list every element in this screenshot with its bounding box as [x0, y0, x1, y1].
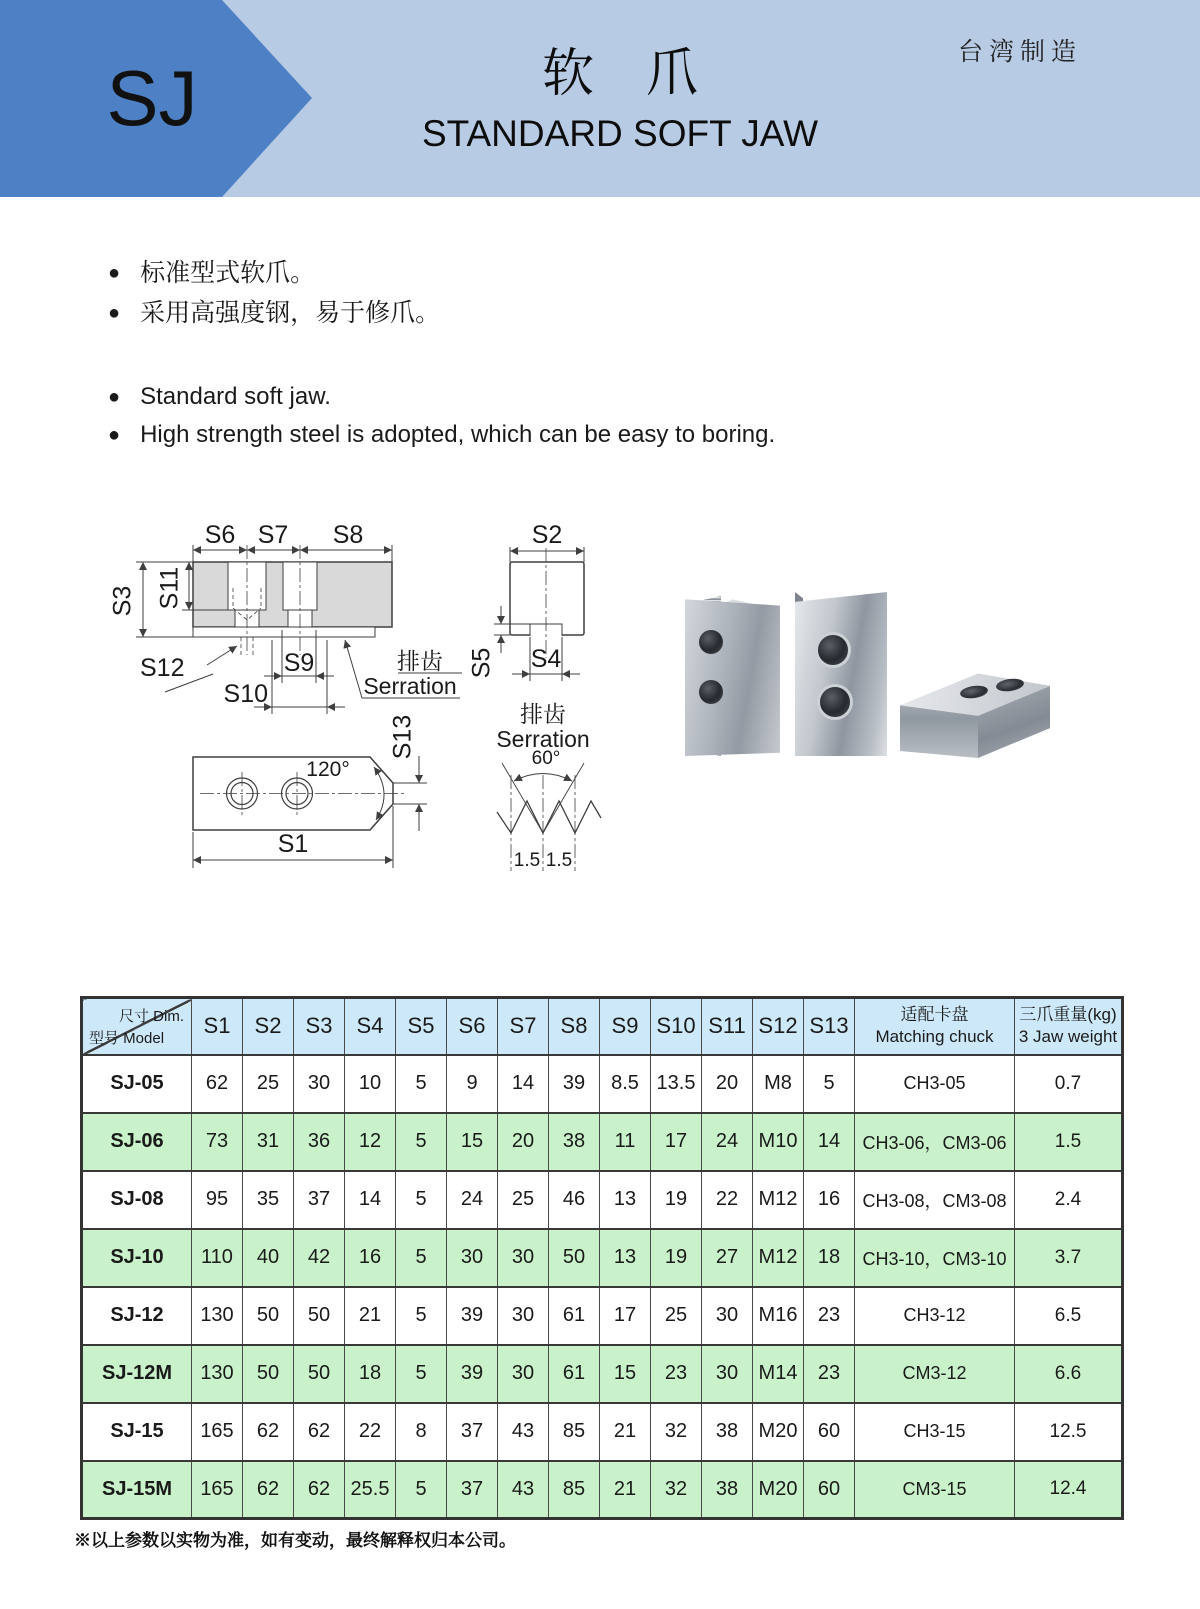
model-cell: SJ-15: [82, 1403, 192, 1461]
value-cell-s8: 39: [549, 1055, 600, 1113]
feature-en-2: [108, 418, 1008, 451]
value-cell-s13: 23: [804, 1287, 855, 1345]
col-header-s5: S5: [396, 998, 447, 1055]
value-cell-s12: M8: [753, 1055, 804, 1113]
matching-chuck-cell: CH3-12: [855, 1287, 1015, 1345]
page-title-cn: 软 爪: [541, 45, 698, 103]
dim-label-s7: S7: [257, 521, 289, 549]
jaw-weight-cell: 2.4: [1015, 1171, 1123, 1229]
value-cell-s1: 165: [192, 1403, 243, 1461]
value-cell-s2: 50: [243, 1345, 294, 1403]
value-cell-s9: 21: [600, 1461, 651, 1519]
chuck-header-en: Matching chuck: [875, 1027, 994, 1047]
model-cell: SJ-06: [82, 1113, 192, 1171]
value-cell-s5: 5: [396, 1287, 447, 1345]
value-cell-s4: 21: [345, 1287, 396, 1345]
value-cell-s3: 50: [294, 1287, 345, 1345]
value-cell-s1: 73: [192, 1113, 243, 1171]
corner-model-label: 型号 Model: [89, 1029, 165, 1047]
value-cell-s7: 14: [498, 1055, 549, 1113]
value-cell-s1: 110: [192, 1229, 243, 1287]
value-cell-s11: 20: [702, 1055, 753, 1113]
chuck-header-cn: 适配卡盘: [900, 1005, 969, 1025]
value-cell-s10: 17: [651, 1113, 702, 1171]
value-cell-s5: 5: [396, 1345, 447, 1403]
matching-chuck-cell: CH3-10，CM3-10: [855, 1229, 1015, 1287]
feature-text: 采用高强度钢，易于修爪。: [140, 299, 441, 327]
col-header-s9: S9: [600, 998, 651, 1055]
feature-text: 标准型式软爪。: [140, 259, 316, 287]
value-cell-s11: 22: [702, 1171, 753, 1229]
matching-chuck-cell: CH3-06，CM3-06: [855, 1113, 1015, 1171]
value-cell-s10: 19: [651, 1229, 702, 1287]
jaw-front-face: [795, 592, 887, 756]
col-header-s10: S10: [651, 998, 702, 1055]
value-cell-s4: 18: [345, 1345, 396, 1403]
value-cell-s4: 10: [345, 1055, 396, 1113]
jaw-weight-cell: 3.7: [1015, 1229, 1123, 1287]
weight-header-cn: 三爪重量(kg): [1019, 1005, 1117, 1025]
feature-text: High strength steel is adopted, which can be easy to boring.: [140, 421, 776, 448]
jaw-hole: [817, 684, 853, 720]
jaw-hole: [699, 680, 723, 704]
weight-header-en: 3 Jaw weight: [1018, 1027, 1118, 1047]
feature-cn-2: [108, 296, 1008, 330]
col-header-s13: S13: [804, 998, 855, 1055]
dim-label-s5: S5: [467, 647, 496, 679]
value-cell-s10: 23: [651, 1345, 702, 1403]
value-cell-s5: 5: [396, 1171, 447, 1229]
pitch-label-left: 1.5: [513, 850, 541, 871]
value-cell-s8: 50: [549, 1229, 600, 1287]
serration-label-cn: 排齿: [397, 648, 443, 674]
value-cell-s7: 30: [498, 1345, 549, 1403]
value-cell-s12: M20: [753, 1403, 804, 1461]
jaw-photo-lying: [900, 670, 1050, 758]
corner-dim-label: 尺寸 Dim.: [119, 1008, 184, 1025]
value-cell-s6: 39: [447, 1287, 498, 1345]
table-row-sj-08: [82, 1171, 1123, 1229]
value-cell-s11: 30: [702, 1287, 753, 1345]
technical-drawing: [0, 470, 660, 890]
serration-detail-label-cn: 排齿: [520, 701, 566, 727]
col-header-s7: S7: [498, 998, 549, 1055]
table-row-sj-05: [82, 1055, 1123, 1113]
dim-label-s11: S11: [155, 566, 184, 610]
feature-text: Standard soft jaw.: [140, 383, 331, 410]
value-cell-s13: 14: [804, 1113, 855, 1171]
value-cell-s10: 32: [651, 1461, 702, 1519]
value-cell-s9: 17: [600, 1287, 651, 1345]
dim-label-s3: S3: [108, 585, 137, 617]
value-cell-s1: 95: [192, 1171, 243, 1229]
feature-cn-1: [108, 256, 1008, 290]
header-banner: [0, 0, 1200, 197]
dim-label-s12: S12: [140, 654, 185, 682]
value-cell-s13: 18: [804, 1229, 855, 1287]
value-cell-s9: 8.5: [600, 1055, 651, 1113]
table-row-sj-12: [82, 1287, 1123, 1345]
dim-label-s13: S13: [388, 714, 417, 760]
value-cell-s2: 35: [243, 1171, 294, 1229]
value-cell-s8: 85: [549, 1461, 600, 1519]
value-cell-s12: M20: [753, 1461, 804, 1519]
value-cell-s11: 24: [702, 1113, 753, 1171]
value-cell-s1: 130: [192, 1287, 243, 1345]
value-cell-s7: 43: [498, 1403, 549, 1461]
value-cell-s10: 25: [651, 1287, 702, 1345]
value-cell-s1: 165: [192, 1461, 243, 1519]
value-cell-s1: 130: [192, 1345, 243, 1403]
page-title-en: STANDARD SOFT JAW: [421, 113, 819, 154]
value-cell-s6: 39: [447, 1345, 498, 1403]
value-cell-s13: 5: [804, 1055, 855, 1113]
col-header-s8: S8: [549, 998, 600, 1055]
serration-label-en: Serration: [363, 673, 457, 699]
model-cell: SJ-08: [82, 1171, 192, 1229]
dim-label-s4: S4: [530, 645, 562, 673]
value-cell-s8: 61: [549, 1287, 600, 1345]
value-cell-s2: 50: [243, 1287, 294, 1345]
dim-label-s10: S10: [223, 680, 268, 708]
value-cell-s2: 25: [243, 1055, 294, 1113]
feature-list: [108, 256, 1008, 456]
col-header-matching-chuck: [855, 998, 1015, 1055]
dim-label-s8: S8: [332, 521, 364, 549]
title-block: [300, 44, 940, 156]
jaw-weight-cell: 6.5: [1015, 1287, 1123, 1345]
value-cell-s8: 85: [549, 1403, 600, 1461]
value-cell-s12: M10: [753, 1113, 804, 1171]
value-cell-s9: 13: [600, 1229, 651, 1287]
value-cell-s2: 40: [243, 1229, 294, 1287]
value-cell-s5: 5: [396, 1055, 447, 1113]
dim-label-s1: S1: [277, 830, 309, 858]
value-cell-s5: 5: [396, 1113, 447, 1171]
footnote: ※以上参数以实物为准，如有变动，最终解释权归本公司。: [74, 1531, 516, 1550]
value-cell-s3: 50: [294, 1345, 345, 1403]
value-cell-s13: 23: [804, 1345, 855, 1403]
dim-label-s9: S9: [283, 649, 315, 677]
spec-table-body: [82, 1055, 1123, 1519]
table-row-sj-15: [82, 1403, 1123, 1461]
jaw-weight-cell: 1.5: [1015, 1113, 1123, 1171]
matching-chuck-cell: CH3-08，CM3-08: [855, 1171, 1015, 1229]
value-cell-s10: 19: [651, 1171, 702, 1229]
col-header-s6: S6: [447, 998, 498, 1055]
table-row-sj-10: [82, 1229, 1123, 1287]
value-cell-s4: 16: [345, 1229, 396, 1287]
jaw-photo-middle: [795, 592, 887, 756]
value-cell-s12: M12: [753, 1171, 804, 1229]
model-cell: SJ-15M: [82, 1461, 192, 1519]
value-cell-s3: 42: [294, 1229, 345, 1287]
value-cell-s11: 38: [702, 1403, 753, 1461]
matching-chuck-cell: CH3-15: [855, 1403, 1015, 1461]
value-cell-s11: 27: [702, 1229, 753, 1287]
spec-table-wrap: [80, 996, 1124, 1520]
value-cell-s5: 5: [396, 1229, 447, 1287]
feature-en-1: [108, 380, 1008, 413]
model-cell: SJ-10: [82, 1229, 192, 1287]
jaw-weight-cell: 6.6: [1015, 1345, 1123, 1403]
value-cell-s6: 24: [447, 1171, 498, 1229]
value-cell-s3: 62: [294, 1461, 345, 1519]
spec-table: [80, 996, 1124, 1520]
col-header-s1: S1: [192, 998, 243, 1055]
col-header-jaw-weight: [1015, 998, 1123, 1055]
corner-cell: [82, 998, 192, 1055]
value-cell-s10: 32: [651, 1403, 702, 1461]
value-cell-s12: M14: [753, 1345, 804, 1403]
value-cell-s10: 13.5: [651, 1055, 702, 1113]
bullet-icon: ●: [108, 262, 121, 284]
value-cell-s13: 16: [804, 1171, 855, 1229]
value-cell-s8: 46: [549, 1171, 600, 1229]
product-photo: [660, 578, 1060, 778]
jaw-weight-cell: 12.4: [1015, 1461, 1123, 1519]
value-cell-s12: M16: [753, 1287, 804, 1345]
bullet-icon: ●: [108, 385, 121, 408]
value-cell-s13: 60: [804, 1403, 855, 1461]
bullet-icon: ●: [108, 302, 121, 324]
product-code: SJ: [106, 54, 198, 142]
value-cell-s7: 30: [498, 1229, 549, 1287]
value-cell-s6: 15: [447, 1113, 498, 1171]
value-cell-s8: 61: [549, 1345, 600, 1403]
value-cell-s7: 25: [498, 1171, 549, 1229]
jaw-photo-left: [685, 596, 780, 756]
value-cell-s8: 38: [549, 1113, 600, 1171]
table-row-sj-06: [82, 1113, 1123, 1171]
value-cell-s3: 30: [294, 1055, 345, 1113]
dim-label-s6: S6: [204, 521, 236, 549]
matching-chuck-cell: CM3-12: [855, 1345, 1015, 1403]
col-header-s2: S2: [243, 998, 294, 1055]
jaw-side-face: [685, 596, 780, 756]
matching-chuck-cell: CH3-05: [855, 1055, 1015, 1113]
value-cell-s7: 20: [498, 1113, 549, 1171]
value-cell-s9: 21: [600, 1403, 651, 1461]
value-cell-s2: 62: [243, 1461, 294, 1519]
col-header-s3: S3: [294, 998, 345, 1055]
value-cell-s2: 62: [243, 1403, 294, 1461]
value-cell-s2: 31: [243, 1113, 294, 1171]
value-cell-s4: 14: [345, 1171, 396, 1229]
value-cell-s1: 62: [192, 1055, 243, 1113]
dim-label-s2: S2: [531, 521, 563, 549]
matching-chuck-cell: CM3-15: [855, 1461, 1015, 1519]
value-cell-s11: 30: [702, 1345, 753, 1403]
value-cell-s4: 12: [345, 1113, 396, 1171]
value-cell-s3: 62: [294, 1403, 345, 1461]
value-cell-s9: 13: [600, 1171, 651, 1229]
bullet-icon: ●: [108, 423, 121, 446]
jaw-hole: [815, 632, 851, 668]
jaw-hole: [699, 630, 723, 654]
jaw-weight-cell: 0.7: [1015, 1055, 1123, 1113]
jaw-weight-cell: 12.5: [1015, 1403, 1123, 1461]
col-header-s11: S11: [702, 998, 753, 1055]
value-cell-s11: 38: [702, 1461, 753, 1519]
value-cell-s4: 25.5: [345, 1461, 396, 1519]
value-cell-s12: M12: [753, 1229, 804, 1287]
model-cell: SJ-12M: [82, 1345, 192, 1403]
dimension-drawing-svg: [0, 470, 660, 890]
model-cell: SJ-12: [82, 1287, 192, 1345]
value-cell-s7: 43: [498, 1461, 549, 1519]
angle-label-60: 60°: [531, 748, 561, 769]
value-cell-s5: 8: [396, 1403, 447, 1461]
model-cell: SJ-05: [82, 1055, 192, 1113]
origin-label: 台湾制造: [957, 38, 1082, 66]
angle-label-120: 120°: [306, 758, 350, 781]
value-cell-s4: 22: [345, 1403, 396, 1461]
value-cell-s6: 37: [447, 1403, 498, 1461]
value-cell-s7: 30: [498, 1287, 549, 1345]
value-cell-s6: 30: [447, 1229, 498, 1287]
value-cell-s3: 36: [294, 1113, 345, 1171]
value-cell-s9: 11: [600, 1113, 651, 1171]
table-header-row: [82, 998, 1123, 1055]
value-cell-s3: 37: [294, 1171, 345, 1229]
value-cell-s6: 37: [447, 1461, 498, 1519]
value-cell-s13: 60: [804, 1461, 855, 1519]
table-row-sj-12m: [82, 1345, 1123, 1403]
serration-detail-label-en: Serration: [496, 726, 590, 752]
value-cell-s9: 15: [600, 1345, 651, 1403]
value-cell-s6: 9: [447, 1055, 498, 1113]
table-row-sj-15m: [82, 1461, 1123, 1519]
col-header-s4: S4: [345, 998, 396, 1055]
col-header-s12: S12: [753, 998, 804, 1055]
pitch-label-right: 1.5: [545, 850, 573, 871]
value-cell-s5: 5: [396, 1461, 447, 1519]
